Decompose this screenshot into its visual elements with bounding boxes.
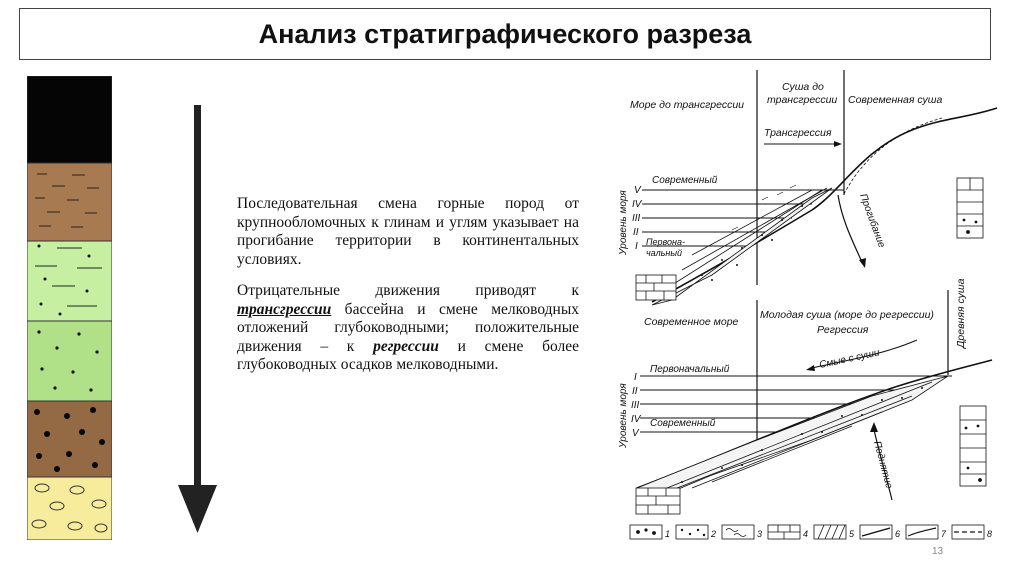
- layer-coal: [27, 76, 112, 163]
- label-transgression: Трансгрессия: [764, 127, 832, 139]
- svg-text:2: 2: [711, 529, 717, 539]
- svg-text:6: 6: [895, 529, 901, 539]
- level-bottom-5: V: [632, 428, 639, 439]
- label-modern-land: Современная суша: [848, 94, 943, 106]
- legend-item-4: [768, 525, 808, 539]
- label-ancient-land: Древняя суша: [955, 278, 967, 348]
- svg-text:3: 3: [757, 529, 763, 539]
- label-subsidence: Прогибание: [857, 192, 887, 250]
- label-washout: Смые с суши: [818, 347, 881, 371]
- svg-text:7: 7: [941, 529, 947, 539]
- legend-item-1: [630, 525, 670, 539]
- bottom-diagram: [618, 278, 992, 514]
- label-land-before-2: трансгрессии: [767, 94, 838, 106]
- stratigraphic-column: [27, 76, 112, 540]
- top-diagram: [618, 70, 997, 305]
- layer-clay: [27, 163, 112, 241]
- svg-text:1: 1: [665, 529, 671, 539]
- paragraph-subsidence: Последовательная смена горные пород от крупнообломочных к глинам и углям указывает на прогибание территории в континентальных условиях.: [237, 195, 579, 268]
- level-top-2: II: [633, 227, 639, 238]
- bottom-brick: [636, 488, 680, 514]
- top-side-column: [957, 178, 983, 238]
- level-bottom-1: I: [634, 372, 637, 383]
- label-modern-top: Современный: [652, 175, 718, 186]
- legend-item-2: [676, 525, 716, 539]
- legend-item-7: [906, 525, 947, 539]
- layer-conglomerate: [27, 477, 112, 540]
- label-land-before-1: Суша до: [782, 81, 824, 93]
- title-box: [19, 8, 991, 60]
- bottom-side-column: [960, 406, 986, 486]
- label-young-land: Молодая суша (море до регрессии): [760, 309, 934, 321]
- page-title: Анализ стратиграфического разреза: [258, 18, 752, 49]
- term-transgression: трансгрессии: [237, 300, 332, 318]
- label-sea-level-bottom: Уровень моря: [618, 383, 629, 448]
- label-initial-top-2: чальный: [646, 248, 682, 258]
- legend-item-8: [952, 525, 992, 539]
- svg-text:5: 5: [849, 529, 855, 539]
- direction-arrow: [170, 105, 230, 535]
- label-modern-sea: Современное море: [644, 316, 739, 328]
- level-bottom-2: II: [632, 386, 638, 397]
- label-sea-before: Море до трансгрессии: [630, 99, 744, 111]
- layer-silt: [27, 241, 112, 321]
- legend-item-5: [814, 525, 855, 539]
- page-number: 13: [932, 546, 944, 557]
- level-top-4: IV: [632, 199, 642, 210]
- level-top-5: V: [634, 185, 641, 196]
- label-sea-level-top: Уровень моря: [618, 190, 629, 255]
- label-initial-top-1: Первона-: [646, 237, 685, 247]
- legend-item-3: [722, 525, 762, 539]
- label-regression: Регрессия: [817, 324, 869, 336]
- bottom-sediment: [637, 376, 948, 500]
- label-uplift: Поднятие: [871, 439, 895, 490]
- label-initial-bottom: Первоначальный: [650, 364, 730, 375]
- legend: [630, 525, 992, 539]
- svg-text:8: 8: [987, 529, 993, 539]
- level-top-3: III: [632, 213, 641, 224]
- layer-gravel: [27, 401, 112, 477]
- description-text: [237, 195, 579, 388]
- term-regression: регрессии: [373, 337, 439, 355]
- level-bottom-4: IV: [631, 414, 641, 425]
- paragraph-movements: Отрицательные движения приводят к трансгрессии бассейна и смене мелководных отложений глубоководными; положительные движения – к регрессии и смене более глубоководных осадков мелководными.: [237, 282, 580, 373]
- top-brick: [636, 275, 676, 300]
- layer-sandstone: [27, 321, 112, 401]
- legend-item-6: [860, 525, 900, 539]
- label-modern-bottom: Современный: [650, 418, 716, 429]
- level-bottom-3: III: [631, 400, 640, 411]
- level-top-1: I: [635, 241, 638, 252]
- transgression-regression-diagram: [612, 70, 1010, 548]
- svg-text:4: 4: [803, 529, 809, 539]
